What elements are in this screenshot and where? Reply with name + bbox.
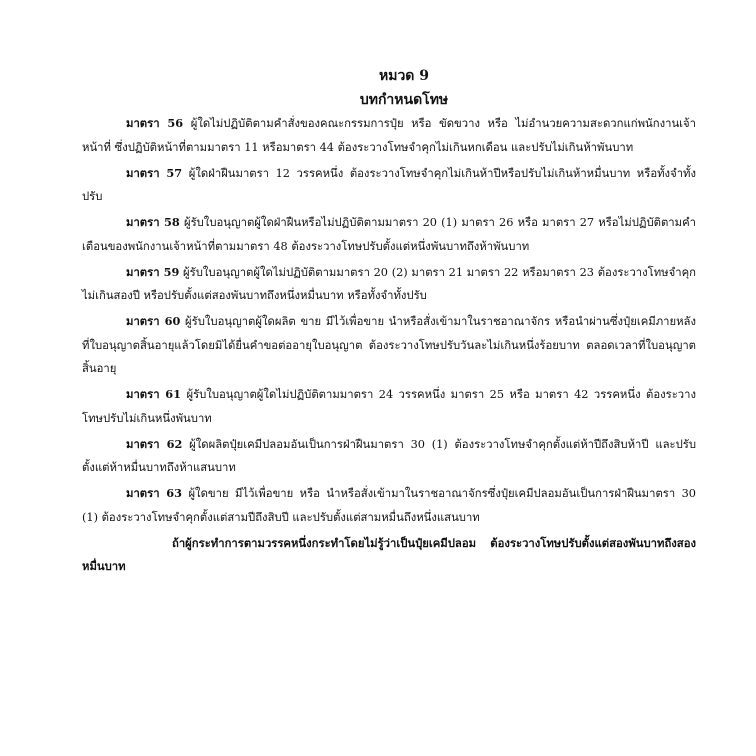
- section-number: มาตรา 56: [126, 116, 184, 130]
- section-57: [82, 162, 696, 209]
- chapter-title: บทกำหนดโทษ: [359, 92, 449, 108]
- section-63-paragraph-2: ถ้าผู้กระทำการตามวรรคหนึ่งกระทำโดยไม่รู้ว่าเป็นปุ๋ยเคมีปลอม ต้องระวางโทษปรับตั้งแต่สองพันบาทถึงสองหมื่นบาท: [82, 535, 696, 573]
- section-60: [82, 310, 696, 381]
- section-62: [82, 433, 696, 480]
- section-number: มาตรา 63: [126, 486, 183, 500]
- section-text: ผู้ใดฝ่าฝืนมาตรา 12 วรรคหนึ่ง ต้องระวางโทษจำคุกไม่เกินห้าปีหรือปรับไม่เกินห้าหมื่นบาท หรือทั้งจำทั้งปรับ: [82, 166, 696, 203]
- section-number: มาตรา 59: [126, 264, 180, 279]
- section-number: มาตรา 62: [126, 436, 183, 451]
- section-number: มาตรา 58: [126, 215, 180, 229]
- section-61: [82, 383, 696, 430]
- chapter-number: หมวด 9: [378, 68, 430, 84]
- section-56: [82, 112, 696, 159]
- section-number: มาตรา 60: [126, 314, 181, 328]
- section-63: [82, 482, 696, 529]
- section-number: มาตรา 57: [126, 165, 183, 180]
- section-number: มาตรา 61: [126, 387, 182, 401]
- section-text: ผู้ใดไม่ปฏิบัติตามคำสั่งของคณะกรรมการปุ๋ย หรือ ขัดขวาง หรือ ไม่อำนวยความสะดวกแก่พนักงานเจ้าหน้าที่ ซึ่งปฏิบัติหน้าที่ตามมาตรา 11 หรือมาตรา 44 ต้องระวางโทษจำคุกไม่เกินหกเดือน และปรับไม่เกินห้าพันบาท: [82, 117, 696, 154]
- section-text: ผู้รับใบอนุญาตผู้ใดฝ่าฝืนหรือไม่ปฏิบัติตามมาตรา 20 (1) มาตรา 26 หรือ มาตรา 27 หรือไม่ปฏิบัติตามคำเตือนของพนักงานเจ้าหน้าที่ตามมาตรา 48 ต้องระวางโทษปรับตั้งแต่หนึ่งพันบาทถึงห้าพันบาท: [82, 216, 696, 253]
- section-59: [82, 261, 696, 308]
- section-text: ผู้รับใบอนุญาตผู้ใดผลิต ขาย มีไว้เพื่อขาย นำหรือสั่งเข้ามาในราชอาณาจักร หรือนำผ่านซึ่งปุ๋ยเคมีภายหลังที่ใบอนุญาตสิ้นอายุแล้วโดยมิได้ยื่นคำขอต่ออายุใบอนุญาต ต้องระวางโทษปรับวันละไม่เกินหนึ่งร้อยบาท ตลอดเวลาที่ใบอนุญาตสิ้นอายุ: [82, 315, 696, 375]
- section-58: [82, 211, 696, 258]
- section-text: ผู้ใดขาย มีไว้เพื่อขาย หรือ นำหรือสั่งเข้ามาในราชอาณาจักรซึ่งปุ๋ยเคมีปลอมอันเป็นการฝ่าฝืนมาตรา 30 (1) ต้องระวางโทษจำคุกตั้งแต่สามปีถึงสิบปี และปรับตั้งแต่สามหมื่นถึงหนึ่งแสนบาท: [82, 487, 696, 524]
- section-text: ผู้รับใบอนุญาตผู้ใดไม่ปฏิบัติตามมาตรา 24 วรรคหนึ่ง มาตรา 25 หรือ มาตรา 42 วรรคหนึ่ง ต้องระวางโทษปรับไม่เกินหนึ่งพันบาท: [82, 388, 696, 425]
- penalty-sections: [82, 112, 696, 579]
- section-text: ผู้ใดผลิตปุ๋ยเคมีปลอมอันเป็นการฝ่าฝืนมาตรา 30 (1) ต้องระวางโทษจำคุกตั้งแต่ห้าปีถึงสิบห้าปี และปรับตั้งแต่ห้าหมื่นบาทถึงห้าแสนบาท: [82, 437, 696, 474]
- section-text: ผู้รับใบอนุญาตผู้ใดไม่ปฏิบัติตามมาตรา 20 (2) มาตรา 21 มาตรา 22 หรือมาตรา 23 ต้องระวางโทษจำคุกไม่เกินสองปี หรือปรับตั้งแต่สองพันบาทถึงหนึ่งหมื่นบาท หรือทั้งจำทั้งปรับ: [82, 265, 696, 302]
